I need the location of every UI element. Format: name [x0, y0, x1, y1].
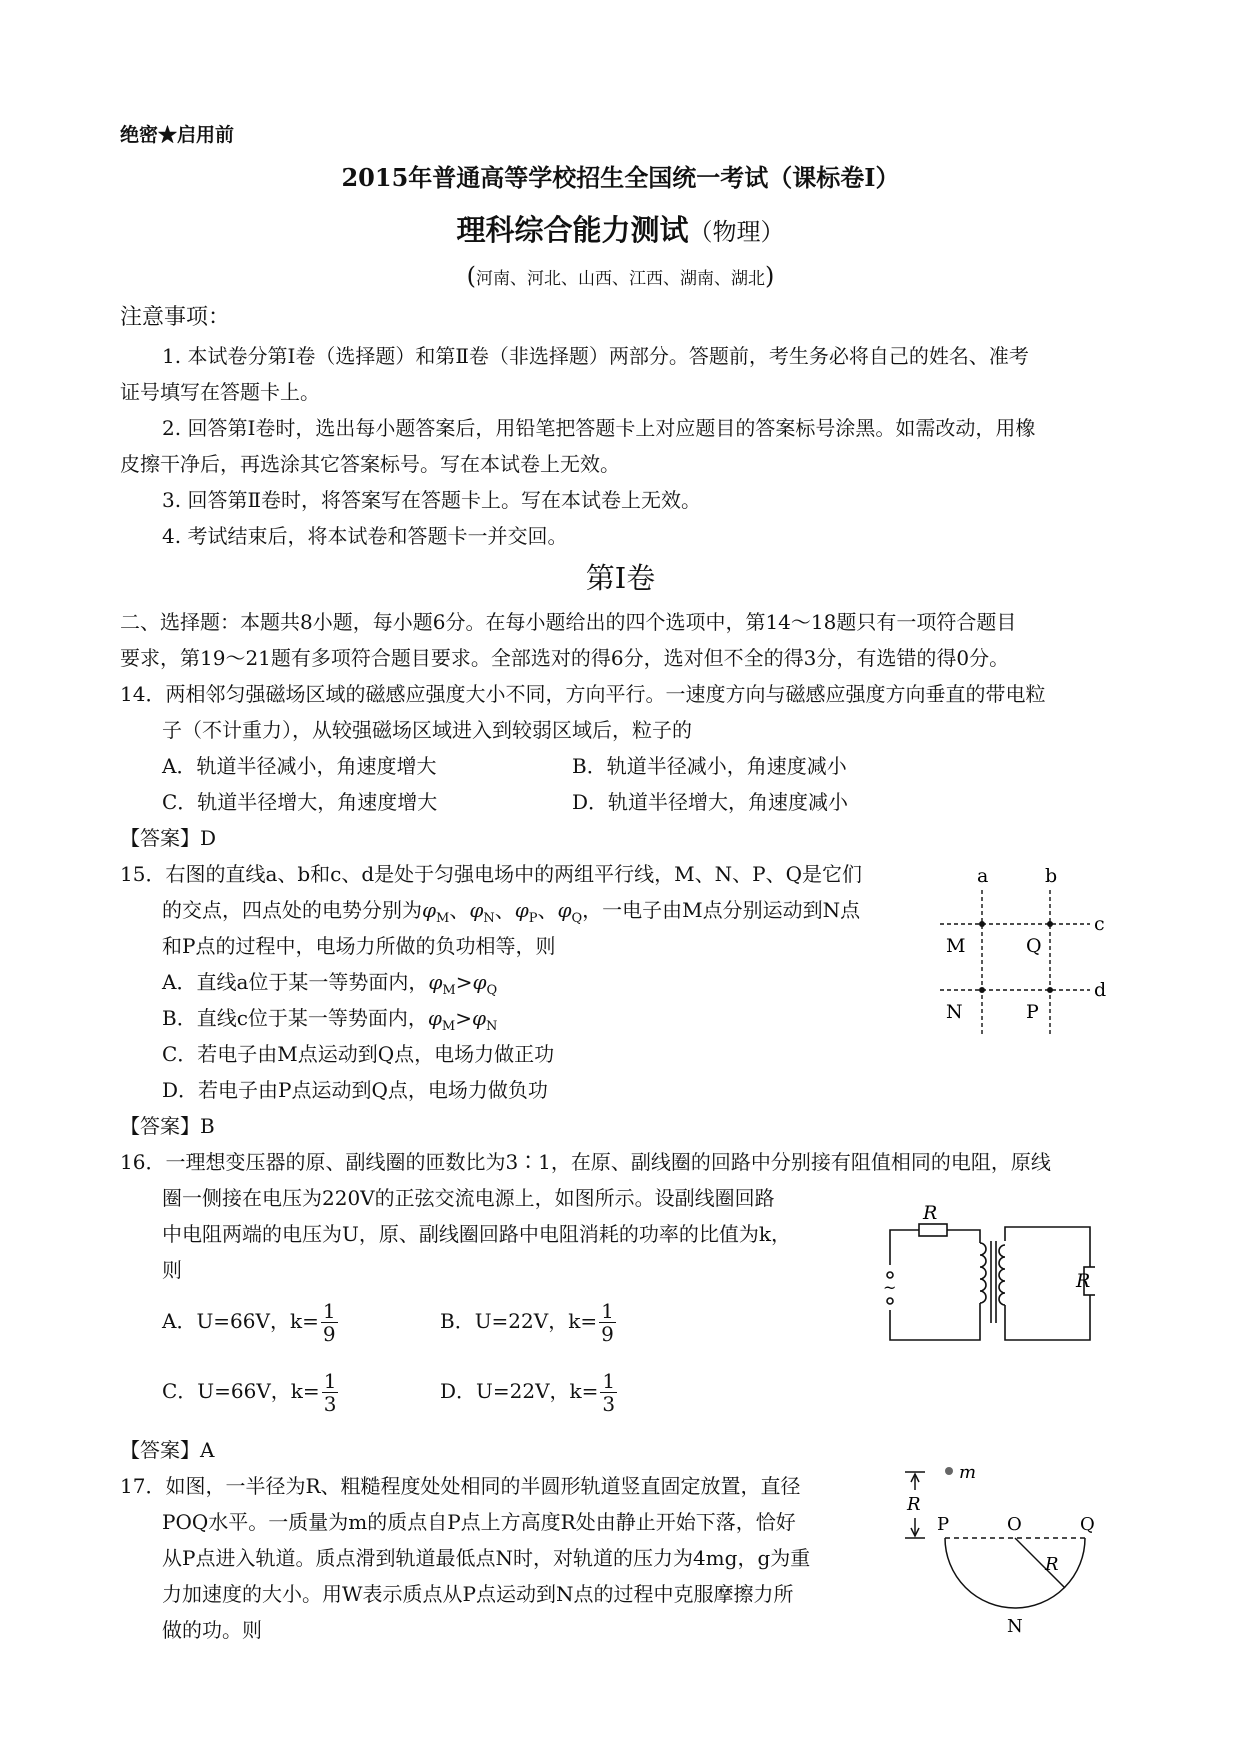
q15-figure	[930, 862, 1130, 1042]
q15-stem: 的交点，四点处的电势分别为$\varphi_M$、$\varphi_N$、$\varphi_P$、$\varphi_Q$，一电子由M点分别运动到N点	[162, 898, 861, 926]
q15-option-d: D．若电子由P点运动到Q点，电场力做负功	[162, 1078, 548, 1102]
notice-heading: 注意事项：	[120, 305, 231, 330]
radius-label: R	[1045, 1554, 1059, 1575]
point-q-label: Q	[1080, 1514, 1095, 1535]
point-m-label: M	[946, 935, 966, 957]
notice-item: 1. 本试卷分第Ⅰ卷（选择题）和第Ⅱ卷（非选择题）两部分。答题前，考生务必将自己的姓名、准考	[162, 344, 1029, 368]
point-o-label: O	[1007, 1514, 1022, 1535]
notice-item: 证号填写在答题卡上。	[120, 380, 320, 404]
resistor-secondary-label: R	[1076, 1270, 1091, 1292]
point-n-label: N	[946, 1001, 963, 1023]
point-p-label: P	[937, 1514, 950, 1535]
resistor-primary-label: R	[923, 1205, 938, 1224]
q17-semicircle-figure	[895, 1460, 1135, 1650]
line-b-label: b	[1045, 865, 1058, 887]
q16-stem: 则	[162, 1258, 182, 1282]
section-instructions: 二、选择题：本题共8小题，每小题6分。在每小题给出的四个选项中，第14～18题只有一项符合题目	[120, 610, 1017, 634]
q15-option-b: B．直线c位于某一等势面内，$\varphi_M>\varphi_N$	[162, 1006, 498, 1034]
q14-stem: 子（不计重力），从较强磁场区域进入到较弱区域后，粒子的	[162, 718, 692, 742]
mass-label: m	[959, 1462, 977, 1483]
q14-option-d: D．轨道半径增大，角速度减小	[572, 790, 849, 814]
point-n-label: N	[1007, 1616, 1023, 1637]
section-instructions: 要求，第19～21题有多项符合题目要求。全部选对的得6分，选对但不全的得3分，有选错的得0分。	[120, 646, 1010, 670]
ac-source-icon: ~	[883, 1278, 897, 1297]
q17-stem: 从P点进入轨道。质点滑到轨道最低点N时，对轨道的压力为4mg，g为重	[162, 1546, 811, 1570]
q17-stem: POQ水平。一质量为m的质点自P点上方高度R处由静止开始下落，恰好	[162, 1510, 796, 1534]
q16-stem: 圈一侧接在电压为220V的正弦交流电源上，如图所示。设副线圈回路	[162, 1186, 775, 1210]
q14-stem: 14．两相邻匀强磁场区域的磁感应强度大小不同，方向平行。一速度方向与磁感应强度方向垂直的带电粒	[120, 682, 1046, 706]
exam-title: 2015年普通高等学校招生全国统一考试（课标卷I）	[341, 163, 900, 192]
point-p-label: P	[1026, 1001, 1039, 1023]
q14-option-c: C．轨道半径增大，角速度增大	[162, 790, 438, 814]
q15-stem: 15．右图的直线a、b和c、d是处于匀强电场中的两组平行线，M、N、P、Q是它们	[120, 862, 863, 886]
q15-stem: 和P点的过程中，电场力所做的负功相等，则	[162, 934, 556, 958]
height-label: R	[907, 1494, 921, 1515]
q16-answer: 【答案】A	[120, 1438, 215, 1462]
q14-answer: 【答案】D	[120, 826, 217, 850]
q16-stem: 16．一理想变压器的原、副线圈的匝数比为3∶1，在原、副线圈的回路中分别接有阻值相同的电阻，原线	[120, 1150, 1051, 1174]
q15-option-c: C．若电子由M点运动到Q点，电场力做正功	[162, 1042, 555, 1066]
notice-item: 4. 考试结束后，将本试卷和答题卡一并交回。	[162, 524, 568, 548]
q14-option-a: A．轨道半径减小，角速度增大	[162, 754, 437, 778]
line-a-label: a	[977, 865, 989, 887]
q16-transformer-figure	[855, 1205, 1095, 1350]
line-d-label: d	[1094, 979, 1107, 1001]
notice-item: 3. 回答第Ⅱ卷时，将答案写在答题卡上。写在本试卷上无效。	[162, 488, 702, 512]
q17-stem: 做的功。则	[162, 1618, 262, 1642]
q15-answer: 【答案】B	[120, 1114, 215, 1138]
q16-option-a: A．U=66V，k= $\frac{1}{9}$	[162, 1299, 336, 1346]
q16-option-d: D．U=22V，k= $\frac{1}{3}$	[440, 1369, 616, 1416]
part-title: 第Ⅰ卷	[585, 561, 656, 595]
notice-item: 皮擦干净后，再选涂其它答案标号。写在本试卷上无效。	[120, 452, 620, 476]
provinces: (河南、河北、山西、江西、湖南、湖北)	[466, 262, 775, 290]
q16-stem: 中电阻两端的电压为U，原、副线圈回路中电阻消耗的功率的比值为k，	[162, 1222, 791, 1246]
q14-option-b: B．轨道半径减小，角速度减小	[572, 754, 847, 778]
point-q-label: Q	[1026, 935, 1042, 957]
secret-mark: 绝密★启用前	[120, 124, 235, 146]
q16-option-b: B．U=22V，k= $\frac{1}{9}$	[440, 1299, 614, 1346]
notice-item: 2. 回答第Ⅰ卷时，选出每小题答案后，用铅笔把答题卡上对应题目的答案标号涂黑。如需改动，用橡	[162, 416, 1036, 440]
exam-subtitle: 理科综合能力测试（物理）	[456, 213, 785, 247]
q17-stem: 力加速度的大小。用W表示质点从P点运动到N点的过程中克服摩擦力所	[162, 1582, 794, 1606]
q16-option-c: C．U=66V，k= $\frac{1}{3}$	[162, 1369, 337, 1416]
q17-stem: 17．如图，一半径为R、粗糙程度处处相同的半圆形轨道竖直固定放置，直径	[120, 1474, 801, 1498]
line-c-label: c	[1094, 913, 1105, 935]
q15-option-a: A．直线a位于某一等势面内，$\varphi_M>\varphi_Q$	[162, 970, 498, 998]
